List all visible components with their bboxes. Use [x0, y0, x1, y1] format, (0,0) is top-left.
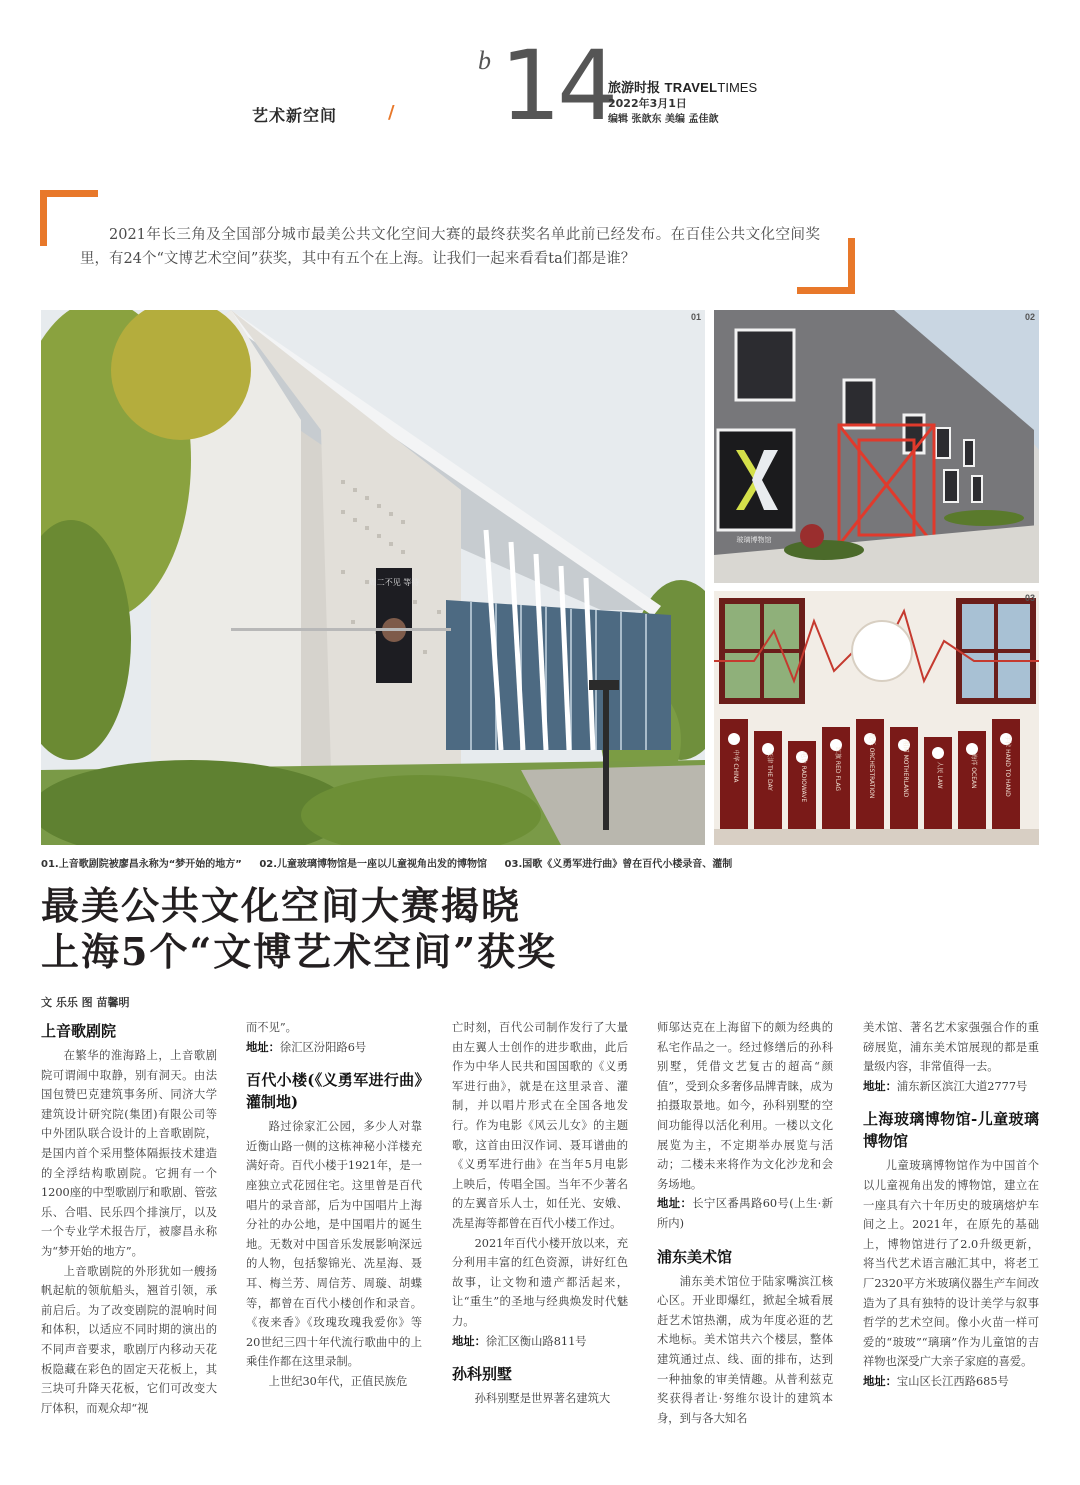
pillar-label-6: 祖国 MOTHERLAND: [902, 740, 909, 798]
byline: 文 乐乐 图 苗馨明: [41, 996, 130, 1009]
paper-name-cn: 旅游时报: [608, 81, 661, 96]
museum-logo-text: 玻璃博物馆: [736, 536, 772, 544]
address-value: 宝山区长江西路685号: [896, 1374, 1009, 1388]
photo-number-01: 01: [690, 312, 701, 322]
section-slash: /: [388, 102, 395, 123]
headline-line-2: 上海5个“文博艺术空间”获奖: [41, 929, 558, 974]
paragraph: 上世纪30年代，正值民族危: [268, 1374, 408, 1388]
caption-01: 01.上音歌剧院被廖昌永称为“梦开始的地方”: [41, 859, 242, 870]
headline: [41, 883, 557, 975]
article-column-4: [657, 1018, 833, 1428]
photo-emi-exhibition: [714, 591, 1039, 845]
section-title: 艺术新空间: [252, 106, 338, 125]
page-letter: b: [478, 46, 491, 75]
page-number: 14: [500, 30, 615, 142]
paragraph: 在繁华的淮海路上，上音歌剧院可谓闹中取静，别有洞天。由法国包赞巴克建筑事务所、同济大学建筑设计研究院(集团)有限公司等中外团队联合设计的上音歌剧院，是国内首个采用整体隔振技术建造的全浮结构歌剧院。它拥有一个1200座的中型歌剧厅和歌剧、管弦乐、合唱、民乐四个排演厅，以及一个专业学术报告厅，被廖昌永称为“梦开始的地方”。: [41, 1049, 217, 1258]
photo-number-03: 03: [1024, 593, 1035, 603]
paragraph: 上音歌剧院的外形犹如一艘扬帆起航的领航船头，翘首引领，承前启后。为了改变剧院的混响时间和体积，以适应不同时期的演出的不同声音要求，歌剧厅内移动天花板隐藏在彩色的固定天花板上，其三块可升降天花板，它们可改变大厅体积，而观众却“视: [41, 1264, 217, 1415]
address-label: 地址：: [863, 1079, 897, 1093]
paragraph: 师邬达克在上海留下的颇为经典的私宅作品之一。经过修缮后的孙科别墅，凭借文艺复古的超高“颜值”，受到众多奢侈品牌青睐，成为拍摄取景地。如今，孙科别墅的空间功能得以活化利用。一楼以文化展览为主，不定期举办展览与活动；二楼未来将作为文化沙龙和会务场地。: [657, 1021, 833, 1191]
caption-02: 02.儿童玻璃博物馆是一座以儿童视角出发的博物馆: [259, 859, 488, 870]
paragraph: 儿童玻璃博物馆作为中国首个以儿童视角出发的博物馆，建立在一座具有六十年历史的玻璃熔炉车间之上。2021年，在原先的基础上，博物馆进行了2.0升级更新，将当代艺术语言融汇其中，将老工厂2320平方米玻璃仪器生产车间改造为了具有独特的设计美学与叙事哲学的艺术空间。像小火苗一样可爱的“玻玻”“璃璃”作为儿童馆的吉祥物也深受广大亲子家庭的喜爱。: [863, 1159, 1039, 1369]
address-value: 徐汇区汾阳路6号: [279, 1040, 367, 1054]
pillar-label-1: 中华 CHINA: [732, 749, 739, 783]
address-line: [863, 1372, 1039, 1392]
pillar-label-8: 海洋 OCEAN: [970, 753, 977, 789]
paragraph: 美术馆、著名艺术家强强合作的重磅展览，浦东美术馆展现的都是重量级内容，非常值得一去。: [863, 1021, 1039, 1074]
photo-number-02: 02: [1024, 312, 1035, 322]
paragraph: 2021年百代小楼开放以来，充分利用丰富的红色资源，讲好红色故事，让文物和遗产都活起来，让“重生”的圣地与经典焕发时代魅力。: [452, 1236, 628, 1328]
address-label: 地址：: [863, 1374, 897, 1388]
address-value: 徐汇区衡山路811号: [485, 1334, 587, 1348]
pillar-label-4: 红旗 RED FLAG: [834, 747, 841, 791]
paragraph: 亡时刻，百代公司制作发行了大量由左翼人士创作的进步歌曲，此后作为中华人民共和国国歌的《义勇军进行曲》，就是在这里录音、灌制，并以唱片形式在全国各地发行。作为电影《风云儿女》的主题歌，这首由田汉作词、聂耳谱曲的《义勇军进行曲》在当年5月电影上映后，传唱全国。当年不少著名的左翼音乐人士，如任光、安娥、冼星海等都曾在百代小楼工作过。: [452, 1021, 628, 1230]
address-line: [863, 1077, 1039, 1097]
address-value: 浦东新区滨江大道2777号: [896, 1079, 1028, 1093]
paragraph: 孙科别墅是世界著名建筑大: [474, 1392, 611, 1406]
paragraph: 浦东美术馆位于陆家嘴滨江核心区。开业即爆红，掀起全城看展赶艺术馆热潮，成为年度必逛的艺术地标。美术馆共六个楼层，整体建筑通过点、线、面的排布，达到一种抽象的审美情趣。从普利兹克奖获得者让·努维尔设计的建筑本身，到与各大知名: [657, 1274, 833, 1425]
address-value: 长宁区番禺路60号(上生·新所内): [657, 1197, 833, 1230]
address-label: 地址：: [246, 1040, 280, 1054]
pillar-label-7: 人民 LAW: [936, 761, 943, 789]
paper-name: [608, 77, 757, 96]
editor-credits: 编辑 张歆东 美编 孟佳歆: [608, 114, 719, 125]
subhead-opera-house: 上音歌剧院: [41, 1022, 117, 1040]
article-column-2: [246, 1018, 422, 1392]
address-label: 地址：: [657, 1197, 693, 1211]
caption-03: 03.国歌《义勇军进行曲》曾在百代小楼录音、灌制: [504, 859, 733, 870]
pillar-label-9: 手拉 HAND TO HAND: [1004, 735, 1011, 797]
issue-date: 2022年3月1日: [608, 97, 687, 110]
article-column-1: [41, 1018, 217, 1418]
emi-exhibition-illustration: [714, 591, 1039, 845]
paragraph: 路过徐家汇公园，多少人对靠近衡山路一侧的这栋神秘小洋楼充满好奇。百代小楼于1921年，是一座独立式花园住宅。这里曾是百代唱片的录音部，后为中国唱片上海分社的办公地，是中国唱片的诞生地。无数对中国音乐发展影响深远的人物，包括黎锦光、冼星海、聂耳、梅兰芳、周信芳、周璇、胡蝶等，都曾在百代小楼创作和录音。《夜来香》《玫瑰玫瑰我爱你》等20世纪三四十年代流行歌曲中的上乘佳作都在这里录制。: [246, 1120, 422, 1369]
pillar-label-3: 电台 RADIOWAVE: [800, 751, 807, 803]
subhead-emi-building: 百代小楼(《义勇军进行曲》灌制地): [246, 1071, 422, 1112]
paper-name-en-thin: TIMES: [717, 80, 758, 95]
subhead-pudong-museum: 浦东美术馆: [657, 1247, 733, 1266]
glass-museum-illustration: [714, 310, 1039, 583]
poster-text: 周二不见 等待: [368, 578, 420, 587]
photo-glass-museum: [714, 310, 1039, 583]
subhead-sun-ke-villa: 孙科别墅: [452, 1365, 513, 1384]
photo-opera-house: [41, 310, 705, 845]
pillar-label-2: 天津 THE DAY: [766, 751, 773, 791]
intro-paragraph: 2021年长三角及全国部分城市最美公共文化空间大赛的最终获奖名单此前已经发布。在百佳公共文化空间奖里，有24个“文博艺术空间”获奖，其中有五个在上海。让我们一起来看看ta们都是谁？: [80, 227, 820, 267]
address-line: [657, 1194, 833, 1233]
article-column-3: [452, 1018, 628, 1409]
subhead-glass-museum: 上海玻璃博物馆-儿童玻璃博物馆: [863, 1110, 1039, 1151]
photo-captions: [41, 855, 746, 870]
pillar-label-5: 配乐 ORCHESTRATION: [868, 733, 875, 799]
headline-line-1: 最美公共文化空间大赛揭晓: [41, 883, 522, 928]
article-column-5: [863, 1018, 1039, 1392]
paragraph: 而不见”。: [246, 1021, 297, 1034]
address-line: [246, 1038, 422, 1058]
address-label: 地址：: [452, 1334, 486, 1348]
address-line: [452, 1332, 628, 1352]
opera-house-illustration: [41, 310, 705, 845]
paper-name-en-bold: TRAVEL: [664, 80, 718, 95]
